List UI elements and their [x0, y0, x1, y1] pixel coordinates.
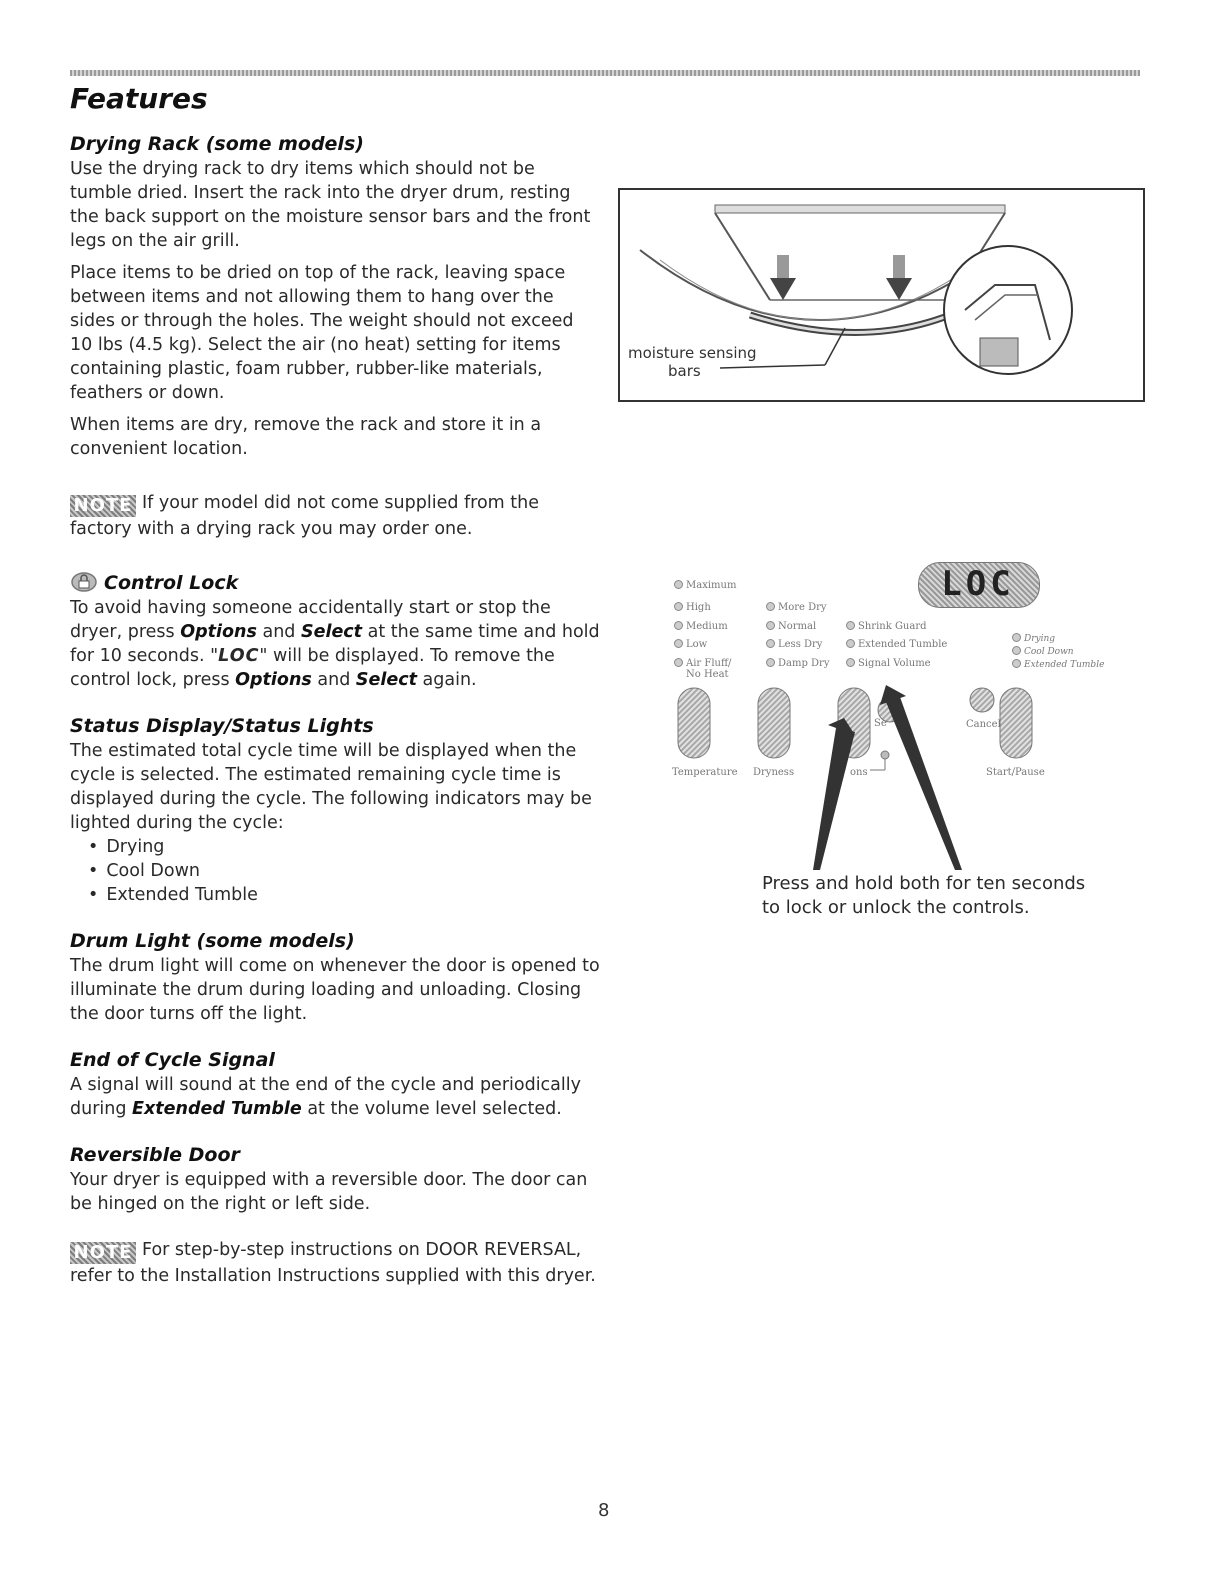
- drying-rack-paragraph-1: Use the drying rack to dry items which should not be tumble dried. Insert the rack into the dryer drum, resting the back support on the moisture sensor bars and the front legs on the air grill.: [70, 159, 591, 251]
- list-item: • Extended Tumble: [88, 883, 600, 907]
- note-badge: NOTE: [70, 1242, 136, 1264]
- select-term: Select: [355, 670, 417, 690]
- note-rack: [70, 491, 600, 541]
- page-title: Features: [70, 82, 208, 115]
- option-label: Normal: [778, 621, 817, 632]
- reversible-door-heading: Reversible Door: [70, 1144, 240, 1166]
- end-signal-section: [70, 1048, 600, 1121]
- status-light-label: Drying: [1024, 634, 1056, 644]
- options-label: ons: [850, 767, 868, 778]
- drum-light-heading: Drum Light (some models): [70, 930, 355, 952]
- drying-rack-paragraph-2: Place items to be dried on top of the rack, leaving space between items and not allowing them to hang over the sides or through the holes. The weight should not exceed 10 lbs (4.5 kg). Select the air (no heat) setting for items containing plastic, foam rubber, rubber-like materials, feathers or down.: [70, 263, 574, 403]
- drum-light-paragraph: The drum light will come on whenever the door is opened to illuminate the drum during loading and unloading. Closing the door turns off the light.: [70, 956, 600, 1024]
- drying-rack-heading: Drying Rack (some models): [70, 133, 364, 155]
- list-item: • Drying: [88, 835, 600, 859]
- select-label: Se: [874, 718, 887, 729]
- options-term: Options: [180, 622, 257, 642]
- status-light-label: Extended Tumble: [1024, 660, 1105, 670]
- option-label: Maximum: [686, 580, 737, 591]
- moisture-sensing-label: [628, 344, 757, 380]
- drying-rack-figure: [618, 188, 1145, 402]
- caption-line: Press and hold both for ten seconds: [762, 873, 1086, 894]
- status-paragraph: The estimated total cycle time will be displayed when the cycle is selected. The estimated remaining cycle time is displayed during the cycle. The following indicators may be lighted during the cycle:: [70, 741, 592, 833]
- extended-tumble-term: Extended Tumble: [132, 1099, 302, 1119]
- end-signal-heading: End of Cycle Signal: [70, 1049, 275, 1071]
- drying-rack-paragraph-3: When items are dry, remove the rack and store it in a convenient location.: [70, 415, 542, 459]
- control-panel-figure: [650, 560, 1110, 890]
- cancel-label: Cancel: [966, 719, 1001, 730]
- control-lock-heading-row: [70, 571, 600, 596]
- note-rack-text: If your model did not come supplied from the factory with a drying rack you may order one.: [70, 493, 540, 539]
- reversible-door-section: [70, 1143, 600, 1216]
- status-section: [70, 714, 600, 907]
- left-column: [70, 132, 600, 1296]
- text-run: To avoid having someone accidentally start or stop the dryer, press: [70, 598, 551, 642]
- caption-line: to lock or unlock the controls.: [762, 897, 1030, 918]
- header-rule: [70, 70, 1140, 76]
- no-heat-label: No Heat: [686, 669, 729, 680]
- text-run: again.: [416, 670, 477, 690]
- option-label: Shrink Guard: [858, 621, 927, 632]
- option-label: More Dry: [778, 602, 827, 613]
- cancel-button[interactable]: [970, 688, 994, 712]
- loc-display: LOC: [941, 564, 1015, 604]
- option-label: Medium: [686, 621, 728, 632]
- option-label: Low: [686, 639, 708, 650]
- note-badge: NOTE: [70, 495, 136, 517]
- option-label: Air Fluff/: [686, 658, 732, 669]
- control-lock-heading: Control Lock: [104, 572, 239, 594]
- text-run: at the same time and hold for 10 seconds. ": [70, 622, 600, 666]
- option-label: High: [686, 602, 711, 613]
- arrow-to-select: [886, 697, 962, 870]
- reversible-door-paragraph: Your dryer is equipped with a reversible door. The door can be hinged on the right or left side.: [70, 1170, 588, 1214]
- note-door: [70, 1238, 600, 1288]
- lock-icon: [70, 571, 98, 593]
- text-run: " will be displayed. To remove the control lock, press: [70, 646, 555, 690]
- control-lock-section: [70, 571, 600, 692]
- loc-code: LOC: [218, 646, 260, 666]
- status-indicator-list: [70, 835, 600, 907]
- options-term: Options: [235, 670, 312, 690]
- option-label: Extended Tumble: [858, 639, 948, 650]
- select-term: Select: [300, 622, 363, 642]
- page-number: 8: [598, 1500, 610, 1521]
- label-line: moisture sensing: [628, 344, 757, 362]
- control-lock-caption: [762, 872, 1085, 920]
- label-line: bars: [668, 362, 701, 380]
- dryness-knob[interactable]: [758, 688, 790, 758]
- list-item: • Cool Down: [88, 859, 600, 883]
- text-run: at the volume level selected.: [301, 1099, 562, 1119]
- text-run: and: [256, 622, 301, 642]
- text-run: and: [311, 670, 356, 690]
- temperature-knob[interactable]: [678, 688, 710, 758]
- text-run: A signal will sound at the end of the cycle and periodically during: [70, 1075, 581, 1119]
- drum-light-section: [70, 929, 600, 1026]
- temperature-label: Temperature: [672, 767, 738, 778]
- dryness-label: Dryness: [753, 767, 795, 778]
- arrow-to-options: [813, 728, 855, 870]
- option-label: Damp Dry: [778, 658, 830, 669]
- option-label: Less Dry: [778, 639, 823, 650]
- status-heading: Status Display/Status Lights: [70, 715, 374, 737]
- start-pause-label: Start/Pause: [986, 767, 1045, 778]
- drying-rack-section: [70, 132, 600, 461]
- status-light-label: Cool Down: [1024, 647, 1074, 657]
- end-signal-paragraph: [70, 1073, 600, 1121]
- option-label: Signal Volume: [858, 658, 931, 669]
- control-lock-paragraph: [70, 596, 600, 692]
- start-pause-button[interactable]: [1000, 688, 1032, 758]
- note-door-text: For step-by-step instructions on DOOR REVERSAL, refer to the Installation Instructions supplied with this dryer.: [70, 1240, 596, 1286]
- lock-icon: [881, 751, 889, 759]
